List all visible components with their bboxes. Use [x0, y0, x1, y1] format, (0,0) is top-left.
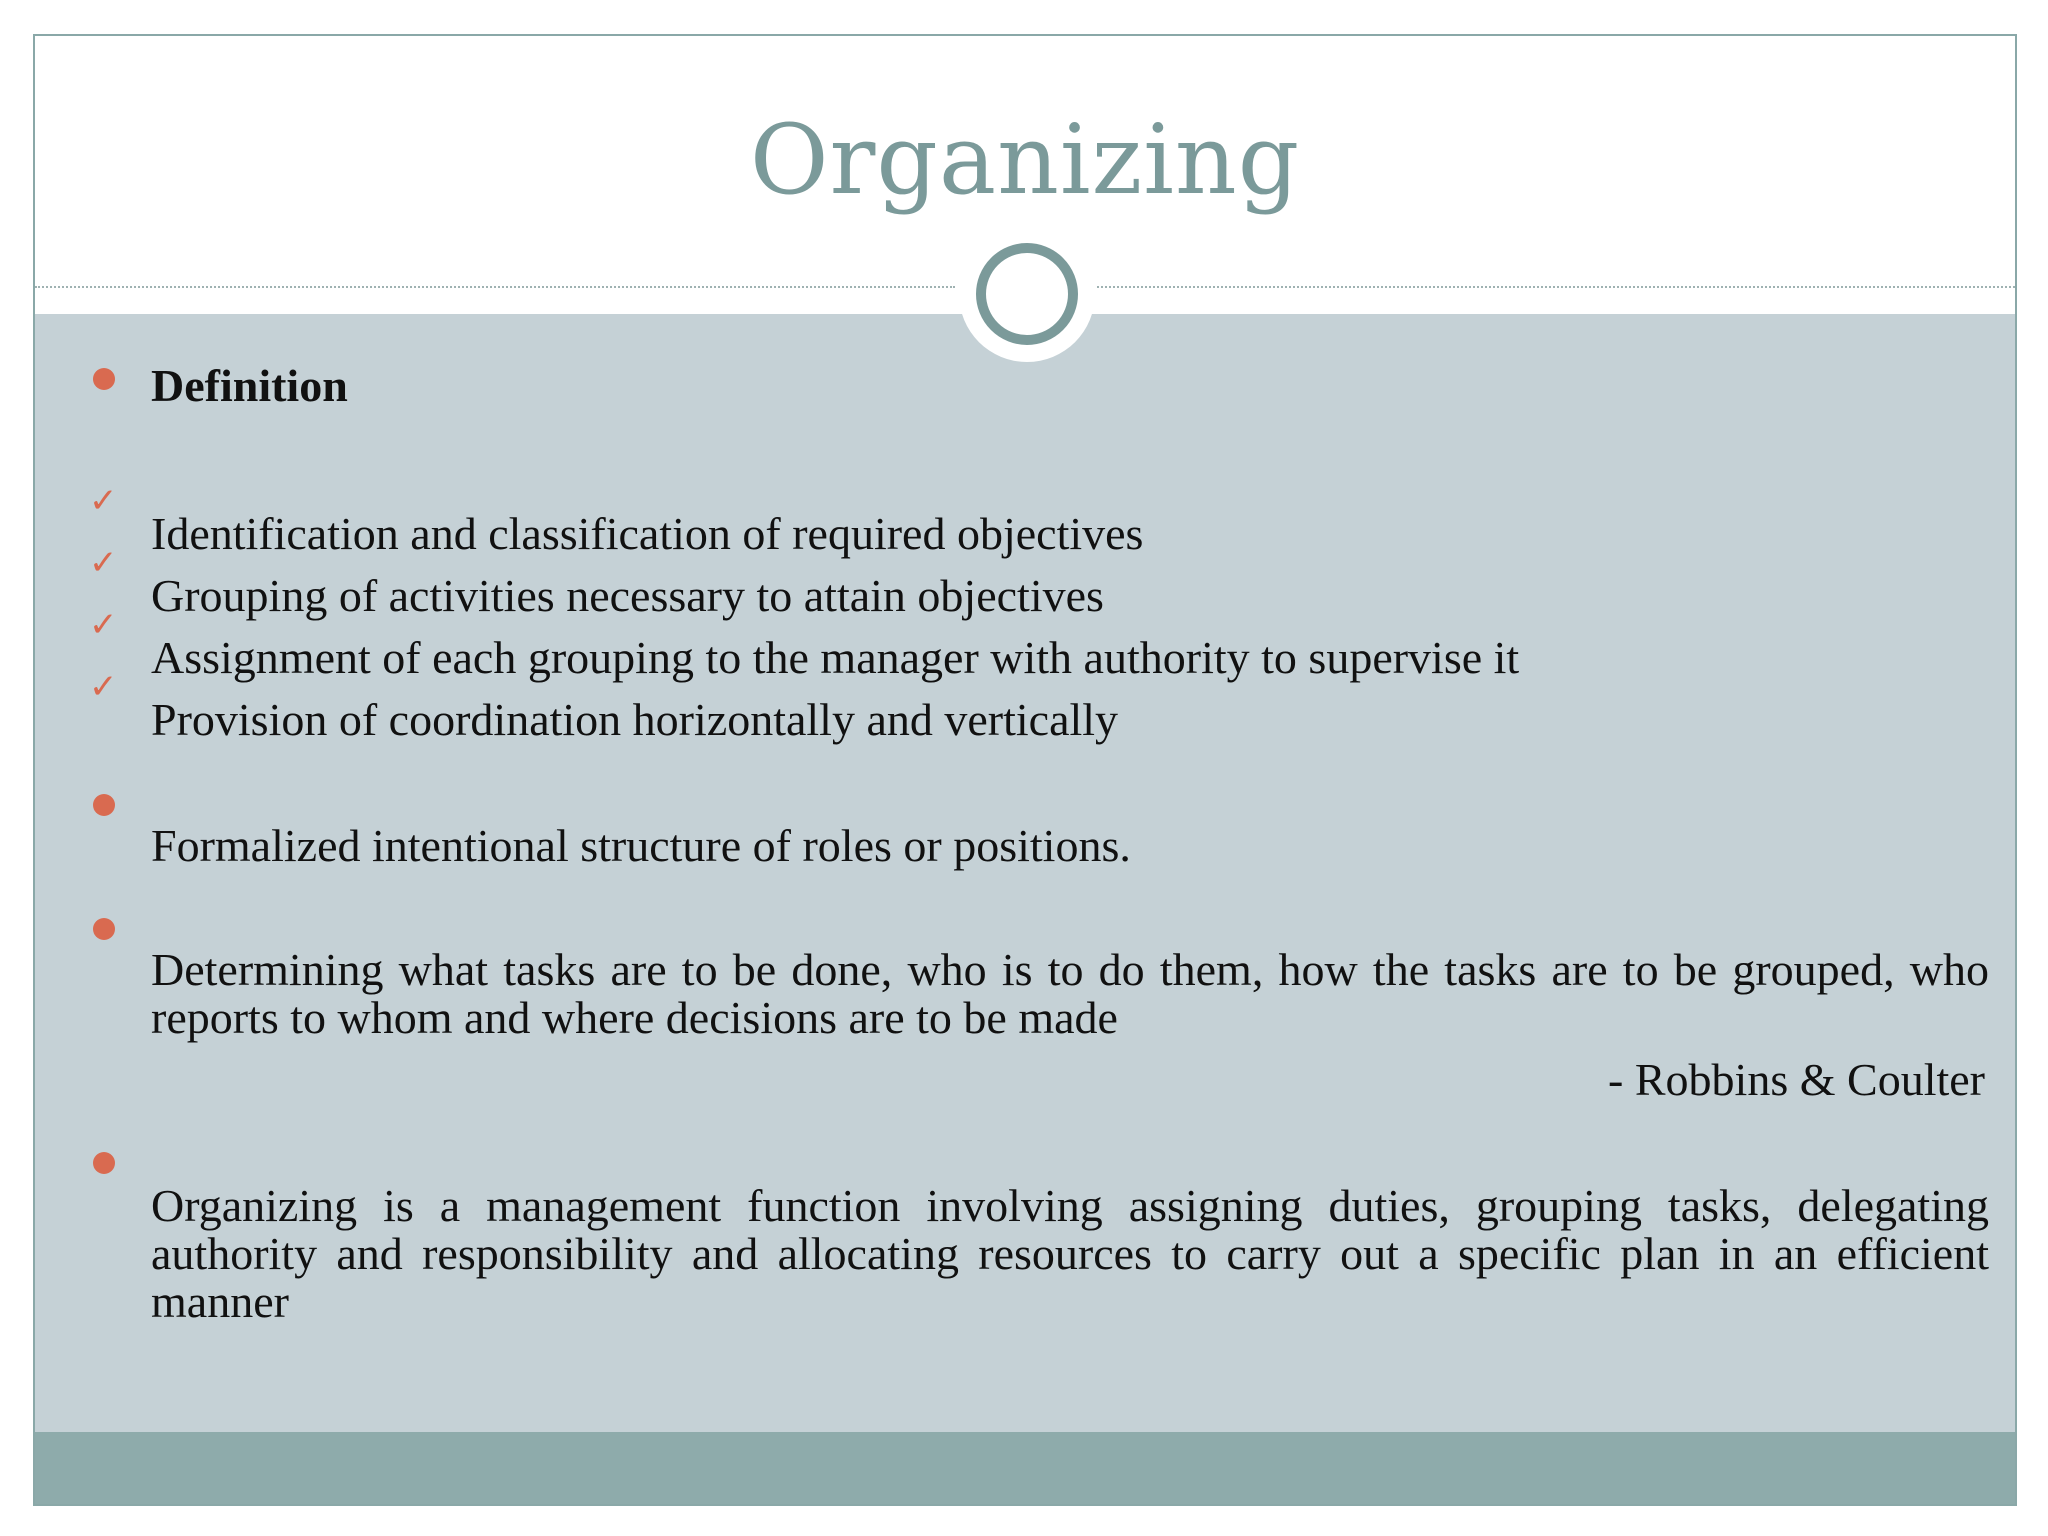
- bullet-dot-icon: [93, 918, 115, 940]
- bullet-dot-icon: [93, 1152, 115, 1174]
- slide-title: Organizing: [749, 104, 1301, 216]
- checkmark-icon: ✓: [89, 667, 118, 707]
- checkmark-icon: ✓: [89, 481, 118, 521]
- slide: [33, 34, 2017, 1506]
- bullet-text: Formalized intentional structure of roles or positions.: [151, 820, 1131, 871]
- quote-attribution: - Robbins & Coulter: [1608, 1054, 1985, 1105]
- checkmark-icon: ✓: [89, 605, 118, 645]
- definition-point: Identification and classification of required objectives: [151, 508, 1144, 559]
- definition-heading: Definition: [151, 360, 348, 411]
- slide-content: [35, 36, 2015, 1504]
- bullet-text: Determining what tasks are to be done, who is to do them, how the tasks are to be grouped, who reports to whom and where decisions are to be made: [151, 944, 1989, 1043]
- definition-point: Provision of coordination horizontally and vertically: [151, 694, 1119, 745]
- bullet-text: Organizing is a management function involving assigning duties, grouping tasks, delegating authority and responsibility and allocating resources to carry out a specific plan in an efficient manner: [151, 1180, 1989, 1327]
- bullet-dot-icon: [93, 368, 115, 390]
- definition-point: Grouping of activities necessary to attain objectives: [151, 570, 1104, 621]
- checkmark-icon: ✓: [89, 543, 118, 583]
- definition-point: Assignment of each grouping to the manager with authority to supervise it: [151, 632, 1520, 683]
- bullet-dot-icon: [93, 794, 115, 816]
